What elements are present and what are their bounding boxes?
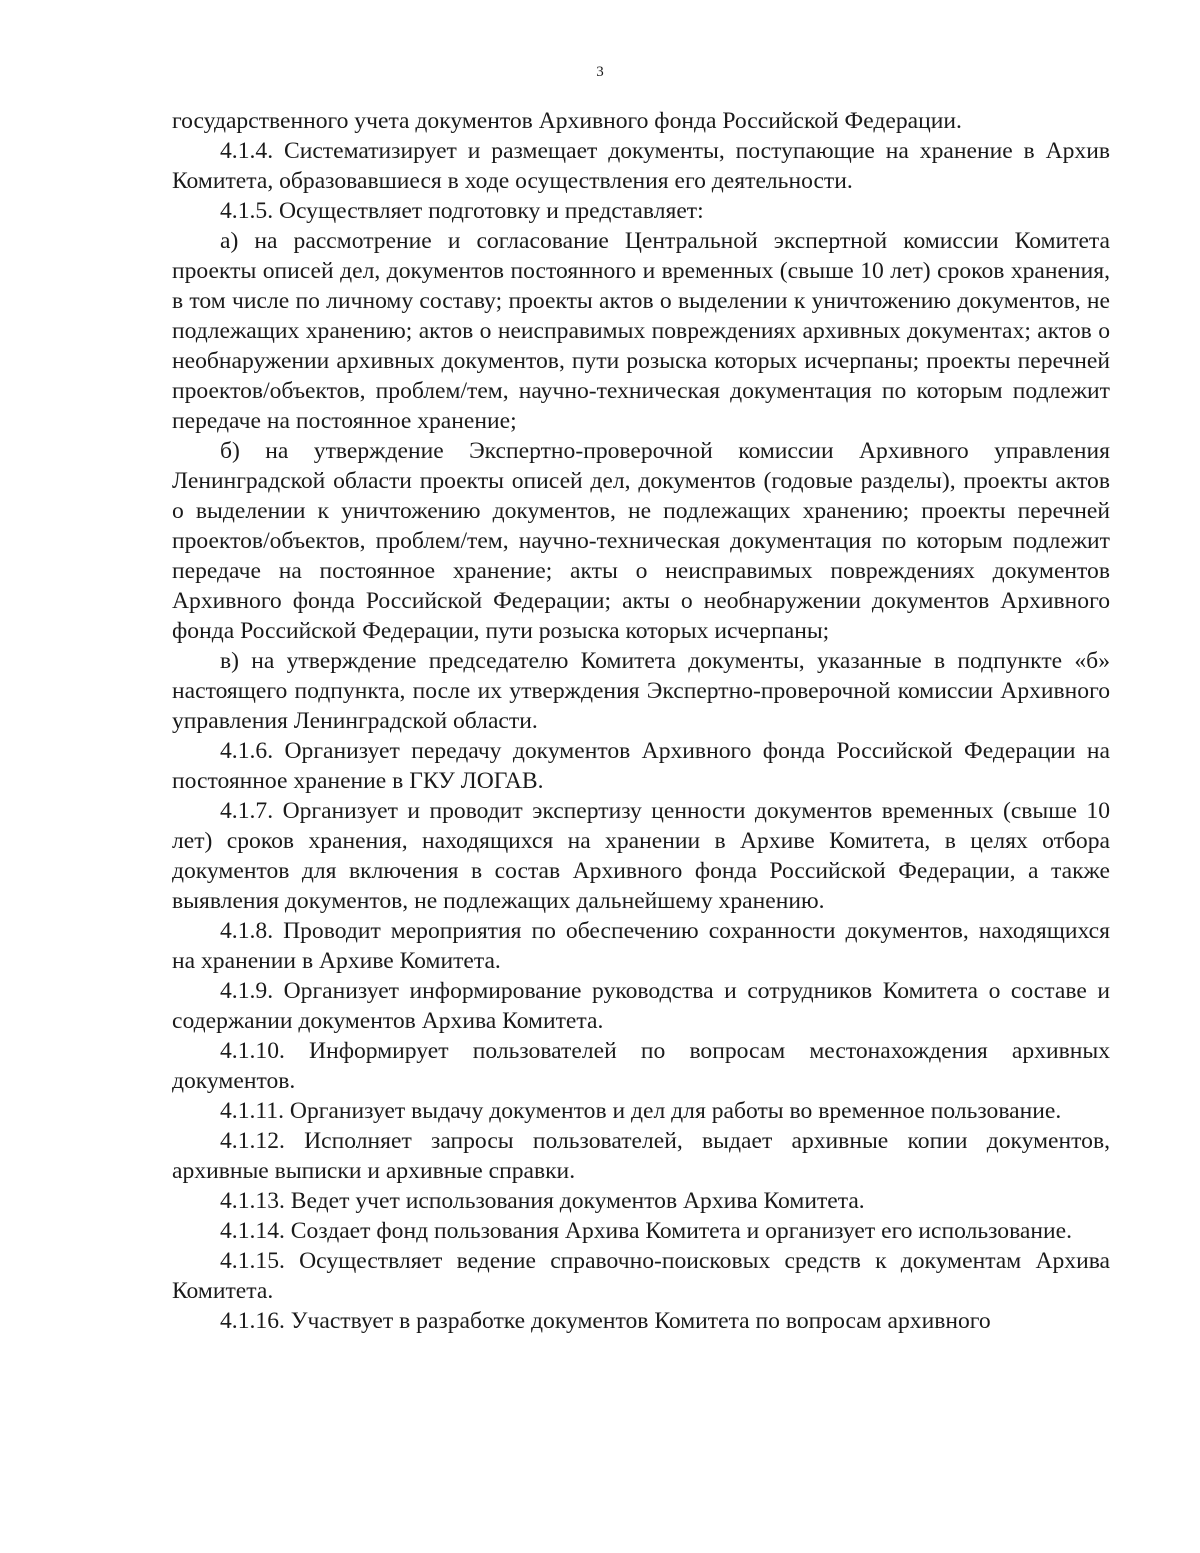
paragraph: 4.1.7. Организует и проводит экспертизу ценности документов временных (свыше 10 лет) сроков хранения, находящихся на хранении в Архиве Комитета, в целях отбора документов для включения в состав Архивного фонда Российской Федерации, а также выявления документов, не подлежащих дальнейшему хранению. — [172, 798, 1110, 914]
paragraph: 4.1.5. Осуществляет подготовку и представляет: — [220, 198, 704, 224]
page-number: 3 — [596, 64, 604, 80]
paragraph: 4.1.9. Организует информирование руководства и сотрудников Комитета о составе и содержании документов Архива Комитета. — [172, 978, 1110, 1034]
paragraph: б) на утверждение Экспертно-проверочной комиссии Архивного управления Ленинградской области проекты описей дел, документов (годовые разделы), проекты актов о выделении к уничтожению документов, не подлежащих хранению; проекты перечней проектов/объектов, проблем/тем, научно-техническая документация по которым подлежит передаче на постоянное хранение; акты о неисправимых повреждениях документов Архивного фонда Российской Федерации; акты о необнаружении документов Архивного фонда Российской Федерации, пути розыска которых исчерпаны; — [172, 438, 1110, 644]
document-body — [172, 106, 1110, 1336]
paragraph: в) на утверждение председателю Комитета документы, указанные в подпункте «б» настоящего подпункта, после их утверждения Экспертно-проверочной комиссии Архивного управления Ленинградской области. — [172, 648, 1110, 734]
paragraph: 4.1.6. Организует передачу документов Архивного фонда Российской Федерации на постоянное хранение в ГКУ ЛОГАВ. — [172, 738, 1110, 794]
paragraph: 4.1.10. Информирует пользователей по вопросам местонахождения архивных документов. — [172, 1038, 1110, 1094]
paragraph: 4.1.16. Участвует в разработке документов Комитета по вопросам архивного — [220, 1308, 991, 1334]
paragraph: 4.1.15. Осуществляет ведение справочно-поисковых средств к документам Архива Комитета. — [172, 1248, 1110, 1304]
paragraph: 4.1.14. Создает фонд пользования Архива Комитета и организует его использование. — [220, 1218, 1073, 1244]
paragraph: 4.1.8. Проводит мероприятия по обеспечению сохранности документов, находящихся на хранении в Архиве Комитета. — [172, 918, 1110, 974]
paragraph: а) на рассмотрение и согласование Центральной экспертной комиссии Комитета проекты описей дел, документов постоянного и временных (свыше 10 лет) сроков хранения, в том числе по личному составу; проекты актов о выделении к уничтожению документов, не подлежащих хранению; актов о неисправимых повреждениях архивных документах; актов о необнаружении архивных документов, пути розыска которых исчерпаны; проекты перечней проектов/объектов, проблем/тем, научно-техническая документация по которым подлежит передаче на постоянное хранение; — [172, 228, 1110, 434]
paragraph: 4.1.12. Исполняет запросы пользователей, выдает архивные копии документов, архивные выписки и архивные справки. — [172, 1128, 1110, 1184]
paragraph: 4.1.13. Ведет учет использования документов Архива Комитета. — [220, 1188, 865, 1214]
paragraph: 4.1.4. Систематизирует и размещает документы, поступающие на хранение в Архив Комитета, образовавшиеся в ходе осуществления его деятельности. — [172, 138, 1110, 194]
paragraph: государственного учета документов Архивного фонда Российской Федерации. — [172, 108, 962, 134]
paragraph: 4.1.11. Организует выдачу документов и дел для работы во временное пользование. — [220, 1098, 1062, 1124]
